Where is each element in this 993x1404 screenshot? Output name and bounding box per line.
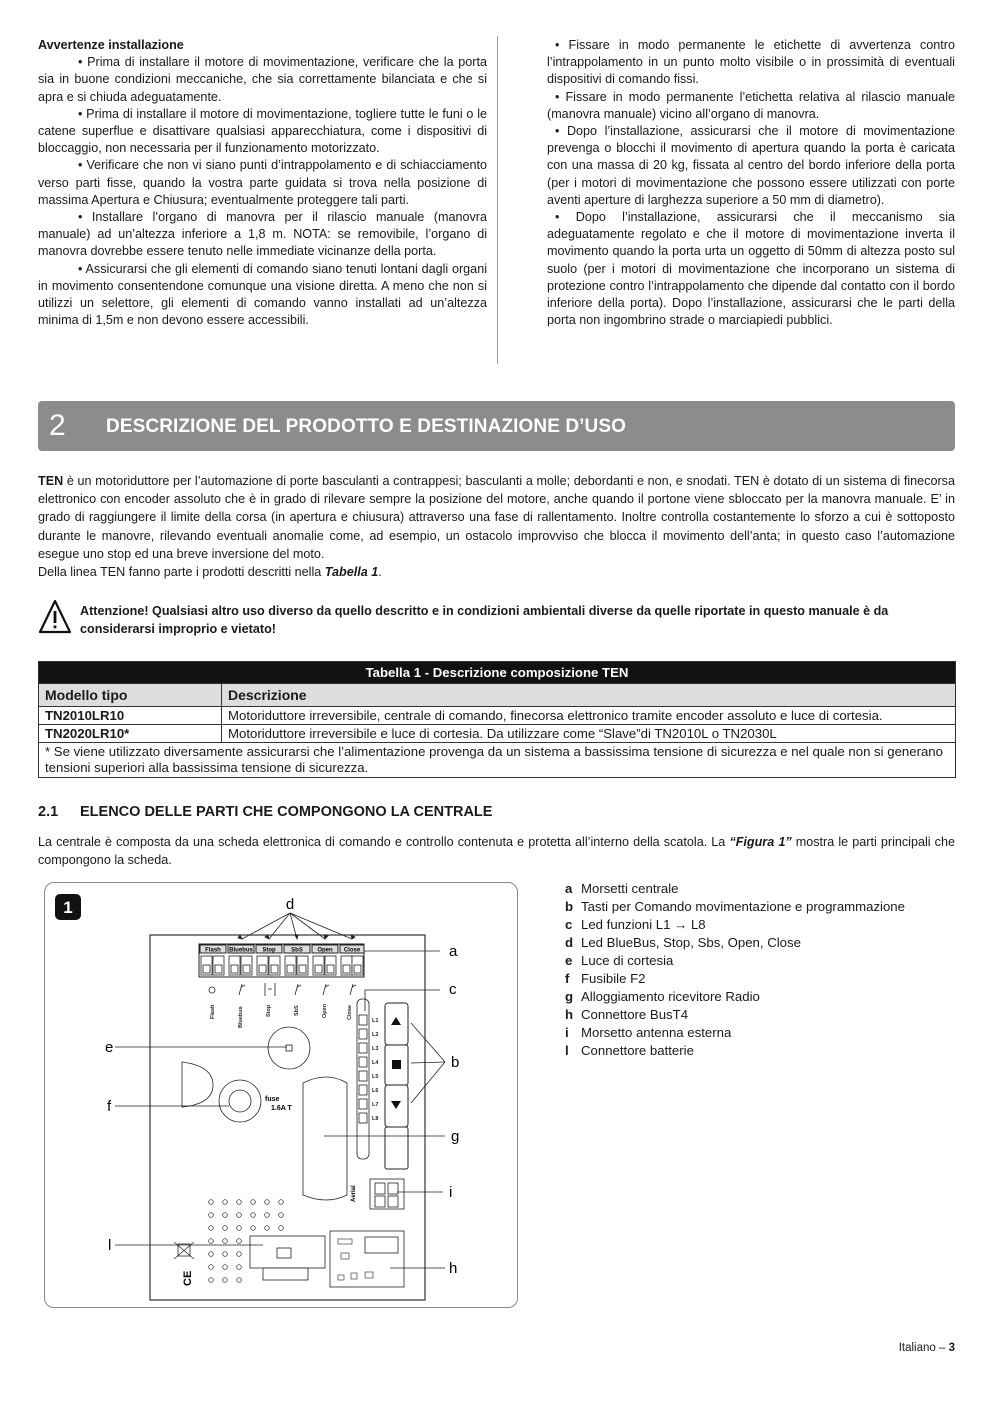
led-label: L8 bbox=[372, 1116, 379, 1122]
callout-g: g bbox=[451, 1128, 460, 1145]
intro-text: è un motoriduttore per l’automazione di porte basculanti a contrappesi; basculanti a molle; debordanti e non, e snodati. TEN è dotato di un sistema di finecorsa elettronico con encoder assoluto che è in grado di rilevare sempre la posizione del motore, anche quando il portone viene sbloccato per la manovra manuale. E’ in grado di raggiungere il limite della corsa (in apertura e chiusura) attraverso una fase di rallentamento. Inoltre controlla costantemente lo sforzo a cui è sottoposto durante le manovre, rilevando eventuali anomalie come, ad esempio, un ostacolo improvviso che blocca il movimento dell’anta; in questo caso l’automazione esegue uno stop ed una breve inversione del moto. bbox=[38, 474, 955, 561]
description-cell: Motoriduttore irreversibile, centrale di comando, finecorsa elettronico tramite encoder assoluto e luce di cortesia. bbox=[222, 707, 956, 725]
weee-bin-icon bbox=[174, 1242, 194, 1259]
warning-item: • Fissare in modo permanente le etichette di avvertenza contro l’intrappolamento in un punto molto visibile o in prossimità di eventuali dispositivi di comando fissi. bbox=[547, 38, 955, 87]
description-cell: Motoriduttore irreversibile e luce di cortesia. Da utilizzare come “Slave”di TN2010L o TN2030L bbox=[222, 725, 956, 743]
callout-d: d bbox=[285, 896, 295, 913]
table-reference: Tabella 1 bbox=[324, 565, 379, 580]
left-column bbox=[38, 37, 487, 329]
stop-icon bbox=[265, 983, 275, 996]
legend-item bbox=[565, 970, 905, 988]
terminal-label-vertical: Flash bbox=[210, 1004, 216, 1019]
battery-connector bbox=[250, 1236, 325, 1280]
led-label: L7 bbox=[372, 1102, 379, 1108]
legend-text: Fusibile F2 bbox=[581, 971, 646, 986]
legend-key: f bbox=[565, 971, 570, 986]
legend-text: Alloggiamento ricevitore Radio bbox=[581, 989, 760, 1004]
terminal-label-vertical: SbS bbox=[294, 1005, 300, 1016]
attention-text: Attenzione! Qualsiasi altro uso diverso da quello descritto e in condizioni ambientali diverse da quelle riportate in questo manuale è da considerarsi improprio e vietato! bbox=[80, 604, 889, 636]
terminal-label-vertical: Close bbox=[347, 1005, 353, 1020]
model-cell: TN2020LR10* bbox=[39, 725, 222, 743]
section-header bbox=[38, 401, 955, 451]
terminal-label: Stop bbox=[262, 947, 276, 954]
control-board-diagram bbox=[45, 883, 517, 1307]
terminal-label-vertical: Stop bbox=[266, 1004, 272, 1017]
fuse-label: fuse bbox=[265, 1096, 280, 1103]
legend-key: h bbox=[565, 1007, 574, 1022]
warning-triangle-icon bbox=[38, 598, 72, 636]
terminal-label: Close bbox=[343, 947, 361, 954]
intro-paragraph bbox=[38, 472, 955, 563]
subsection-heading bbox=[38, 804, 492, 820]
table-caption: Tabella 1 - Descrizione composizione TEN bbox=[39, 662, 956, 684]
legend-key: b bbox=[565, 899, 574, 914]
warning-item: • Prima di installare il motore di movimentazione, verificare che la porta sia in buone condizioni meccaniche, che sia correttamente bilanciata e che si apra e si chiuda adeguatamente. bbox=[38, 55, 487, 104]
subsection-number: 2.1 bbox=[38, 804, 59, 820]
led-label: L6 bbox=[372, 1088, 379, 1094]
warning-item: • Verificare che non vi siano punti d’intrappolamento e di schiacciamento verso parti fisse, quando la vostra parte guidata si trova nella posizione di massima Apertura e Chiusura; eventualmente proteggere tali parti. bbox=[38, 158, 487, 207]
callout-e: e bbox=[105, 1039, 114, 1056]
led-label: L3 bbox=[372, 1046, 379, 1052]
subsection-paragraph bbox=[38, 833, 955, 869]
subsection-text: La centrale è composta da una scheda elettronica di comando e controllo contenuta e protetta all’interno della scatola. La bbox=[38, 835, 730, 849]
figure-1 bbox=[44, 882, 518, 1308]
legend-item bbox=[565, 934, 905, 952]
led-label: L4 bbox=[372, 1060, 379, 1066]
figure-number: 1 bbox=[63, 898, 73, 917]
table-row bbox=[39, 707, 956, 725]
ce-mark-icon: CE bbox=[182, 1270, 194, 1286]
terminal-label: Open bbox=[317, 947, 333, 954]
subsection-title: ELENCO DELLE PARTI CHE COMPONGONO LA CENTRALE bbox=[80, 804, 493, 820]
legend-item bbox=[565, 916, 905, 934]
legend-item bbox=[565, 1042, 905, 1060]
table-row bbox=[39, 725, 956, 743]
section-number: 2 bbox=[49, 409, 66, 442]
terminal-label: Bluebus bbox=[229, 947, 253, 954]
column-header-model: Modello tipo bbox=[39, 684, 222, 707]
legend-key: i bbox=[565, 1025, 569, 1040]
warning-item: • Fissare in modo permanente l’etichetta relativa al rilascio manuale (manovra manuale) vicino all’organo di manovra. bbox=[547, 89, 955, 121]
aerial-label: Aerial bbox=[351, 1185, 357, 1202]
bust4-connector bbox=[330, 1231, 404, 1287]
flash-icon bbox=[209, 987, 215, 993]
led-column bbox=[357, 999, 379, 1159]
close-icon bbox=[350, 984, 356, 995]
legend-text: Morsetti centrale bbox=[581, 881, 679, 896]
cutout-shape bbox=[182, 1062, 213, 1107]
subsection-text-end: mostra le parti principali che compongono la scheda. bbox=[38, 835, 955, 867]
callout-i: i bbox=[449, 1184, 453, 1201]
legend-key: g bbox=[565, 989, 574, 1004]
fuse-holder bbox=[219, 1080, 261, 1122]
composition-table bbox=[38, 661, 956, 778]
spare-slot bbox=[385, 1127, 408, 1169]
legend-key: d bbox=[565, 935, 574, 950]
legend-item bbox=[565, 898, 905, 916]
callout-l: l bbox=[108, 1237, 112, 1254]
warning-item: • Prima di installare il motore di movimentazione, togliere tutte le funi o le catene superflue e disattivare qualsiasi apparecchiatura, come i dispositivi di bloccaggio, non necessaria per il funzionamento motorizzato. bbox=[38, 106, 487, 156]
warning-item: • Dopo l’installazione, assicurarsi che il motore di movimentazione prevenga o blocchi il movimento di apertura quando la porta è caricata con una massa di 20 kg, fissata al centro del bordo inferiore della porta (per i motori di movimentazione che possono essere utilizzati con porte aventi aperture di larghezza superiore a 50 mm di diametro). bbox=[547, 124, 955, 207]
legend-item bbox=[565, 1024, 905, 1042]
legend-key: a bbox=[565, 881, 573, 896]
footer-language: Italiano – bbox=[898, 1342, 949, 1354]
open-icon bbox=[323, 984, 329, 995]
terminal-block bbox=[199, 944, 364, 977]
bluebus-icon bbox=[239, 984, 245, 995]
intro-line2 bbox=[38, 563, 955, 581]
legend-text: Luce di cortesia bbox=[581, 953, 674, 968]
figure-legend bbox=[565, 880, 905, 1060]
courtesy-light bbox=[268, 1027, 310, 1069]
legend-text: Connettore batterie bbox=[581, 1043, 694, 1058]
legend-key: l bbox=[565, 1043, 569, 1058]
column-header-description: Descrizione bbox=[222, 684, 956, 707]
callout-b-leaders bbox=[411, 1023, 445, 1103]
callout-h: h bbox=[449, 1260, 458, 1277]
warning-item: • Assicurarsi che gli elementi di comando siano tenuti lontani dagli organi in movimento consentendone comunque una visione diretta. A meno che non si utilizzi un selettore, gli elementi di comando vanno installati ad un’altezza minima di 1,5m e non devono essere accessibili. bbox=[38, 261, 487, 328]
legend-text: Connettore BusT4 bbox=[581, 1007, 689, 1022]
intro-line2-end: . bbox=[378, 565, 382, 580]
legend-key: e bbox=[565, 953, 573, 968]
right-column bbox=[547, 37, 955, 329]
radio-receiver-slot bbox=[303, 1077, 347, 1200]
control-buttons bbox=[385, 1003, 408, 1169]
installation-warnings-heading: Avvertenze installazione bbox=[38, 38, 184, 52]
legend-item bbox=[565, 988, 905, 1006]
section-title: DESCRIZIONE DEL PRODOTTO E DESTINAZIONE D’USO bbox=[106, 416, 627, 437]
table-footnote: * Se viene utilizzato diversamente assicurarsi che l’alimentazione provenga da un sistema a bassissima tensione di sicurezza e nel quale non si generano tensioni superiori alla bassissima tensione di sicurezza. bbox=[39, 743, 956, 778]
legend-key: c bbox=[565, 917, 573, 932]
callout-f: f bbox=[107, 1098, 112, 1115]
callout-a: a bbox=[449, 943, 458, 960]
warning-item: • Dopo l’installazione, assicurarsi che il meccanismo sia adeguatamente regolato e che il motore di movimentazione inverta il movimento quando la porta urta un oggetto di 50mm di altezza posto sul suolo (per i motori di movimentazione che incorporano un sistema di protezione contro l’intrappolamento che dipende dal contatto con il bordo inferiore della porta). Dopo l’installazione, assicurarsi che le parti della porta non ingombrino strade o marciapiedi pubblici. bbox=[547, 210, 955, 328]
led-label: L1 bbox=[372, 1018, 379, 1024]
fuse-value: 1.6A T bbox=[271, 1105, 292, 1112]
terminal-label-vertical: Open bbox=[322, 1003, 328, 1018]
callout-b: b bbox=[451, 1054, 460, 1071]
intro-line2-text: Della linea TEN fanno parte i prodotti descritti nella bbox=[38, 565, 325, 580]
led-label: L2 bbox=[372, 1032, 379, 1038]
terminal-label-vertical: Bluebus bbox=[238, 1006, 244, 1028]
legend-item bbox=[565, 1006, 905, 1024]
stop-square-icon bbox=[392, 1060, 401, 1069]
sbs-icon bbox=[295, 984, 301, 995]
terminal-symbols bbox=[209, 983, 356, 996]
page-footer bbox=[899, 1342, 955, 1354]
legend-item bbox=[565, 880, 905, 898]
legend-text: Morsetto antenna esterna bbox=[581, 1025, 732, 1040]
legend-text: Led BlueBus, Stop, Sbs, Open, Close bbox=[581, 935, 801, 950]
terminal-label: SbS bbox=[291, 947, 303, 954]
page-number: 3 bbox=[948, 1342, 955, 1354]
product-description bbox=[38, 472, 955, 581]
terminal-label: Flash bbox=[205, 947, 221, 954]
legend-text: Led funzioni L1 → L8 bbox=[581, 917, 706, 932]
column-divider bbox=[497, 36, 498, 364]
figure-reference: “Figura 1” bbox=[729, 835, 792, 849]
antenna-terminal bbox=[370, 1179, 404, 1209]
model-cell: TN2010LR10 bbox=[39, 707, 222, 725]
led-label: L5 bbox=[372, 1074, 379, 1080]
callout-c: c bbox=[449, 981, 457, 998]
legend-item bbox=[565, 952, 905, 970]
warning-item: • Installare l’organo di manovra per il rilascio manuale (manovra manuale) ad un’altezza inferiore a 1,8 m. NOTA: se removibile, l’organo di manovra dovrebbe essere tenuto nelle immediate vicinanze della porta. bbox=[38, 210, 487, 259]
brand-name: TEN bbox=[38, 474, 64, 488]
legend-text: Tasti per Comando movimentazione e programmazione bbox=[581, 899, 905, 914]
